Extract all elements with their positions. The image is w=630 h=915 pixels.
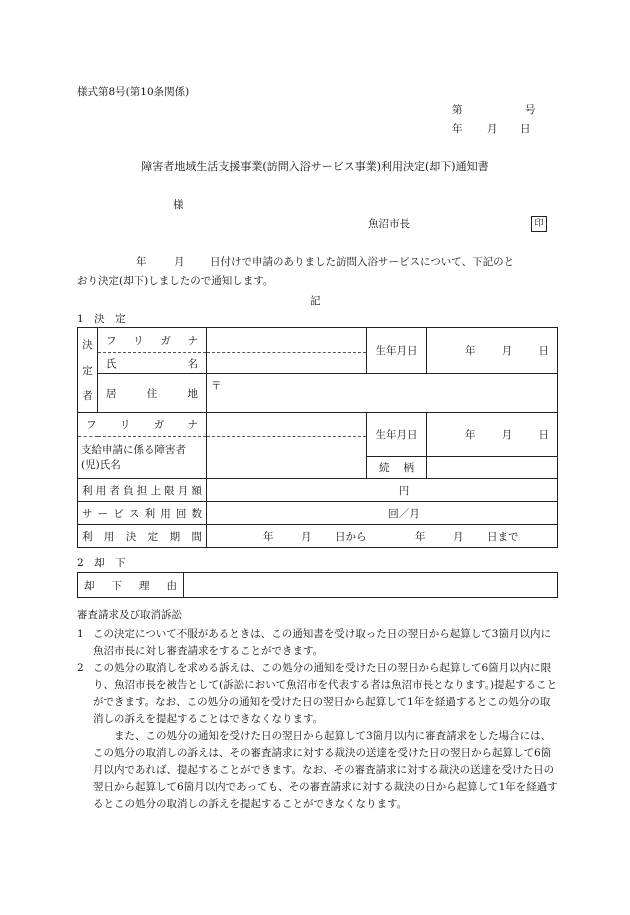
form-number: 様式第8号(第10条関係): [77, 86, 190, 98]
period-char: 期: [169, 530, 181, 543]
period-to-month: 月: [453, 531, 464, 543]
date-month: 月: [487, 123, 498, 135]
appeal-item-2: [77, 660, 559, 728]
burden-char: 者: [109, 484, 120, 497]
applicant-birth-value[interactable]: [427, 413, 558, 457]
period-from-month: 月: [301, 531, 312, 543]
intro-text-line1: 日付けで申請のありました訪問入浴サービスについて、下記のと: [210, 256, 515, 268]
burden-char: 利: [82, 484, 93, 497]
birth-day-unit: 日: [538, 429, 549, 441]
section1-heading: 1 決 定: [77, 313, 126, 325]
applicant-furigana-value[interactable]: [207, 413, 367, 437]
burden-char: 担: [136, 484, 148, 497]
furigana-char: ガ: [153, 419, 165, 431]
furigana-char: リ: [119, 419, 131, 431]
intro-month: 月: [174, 256, 185, 268]
usage-char: ビ: [113, 507, 124, 520]
decider-address-value[interactable]: [207, 374, 558, 413]
reason-value[interactable]: [184, 573, 558, 598]
appeal-item-number: 1: [77, 628, 84, 640]
furigana-char: リ: [133, 334, 144, 347]
section2-heading: 2 却 下: [77, 557, 126, 569]
appeal-item-3: [77, 728, 559, 813]
period-value[interactable]: [207, 525, 558, 548]
appeal-heading: 審査請求及び取消訴訟: [77, 609, 182, 621]
decider-char-2: 定: [82, 364, 93, 377]
period-char: 定: [147, 530, 159, 543]
ki-mark: 記: [310, 295, 321, 307]
document-title: 障害者地域生活支援事業(訪問入浴サービス事業)利用決定(却下)通知書: [141, 160, 489, 173]
burden-char: 用: [95, 484, 107, 497]
relation-char: 続: [379, 462, 390, 474]
furigana-char: ナ: [187, 419, 198, 431]
reason-char: 下: [111, 579, 122, 592]
applicant-birth-label: 生年月日: [367, 413, 427, 457]
reason-char: 由: [166, 579, 177, 592]
period-to-day: 日まで: [487, 531, 519, 543]
name-char: 名: [187, 357, 198, 370]
intro-text-line2: おり決定(却下)しましたので通知します。: [77, 275, 274, 287]
usage-char: 用: [160, 507, 171, 520]
intro-year: 年: [136, 256, 147, 268]
appeal-body: [77, 626, 559, 813]
burden-char: 負: [123, 484, 134, 497]
postal-mark: 〒: [211, 380, 222, 392]
burden-char: 額: [191, 484, 202, 497]
recipient-sama: 様: [173, 199, 184, 211]
rejection-table: [77, 572, 558, 598]
period-label-cell: [78, 525, 207, 548]
applicant-furigana-label-cell: [78, 413, 207, 437]
decider-birth-value[interactable]: [427, 328, 558, 374]
decider-label-cell: [78, 328, 98, 413]
period-char: 間: [191, 530, 202, 543]
birth-year-unit: 年: [465, 345, 476, 357]
decider-furigana-value[interactable]: [207, 328, 367, 353]
address-label-cell: [98, 374, 207, 413]
birth-day-unit: 日: [538, 345, 549, 357]
burden-unit: 円: [398, 484, 410, 497]
date-day: 日: [520, 123, 531, 135]
decider-name-value[interactable]: [207, 353, 367, 374]
period-from-day: 日から: [335, 531, 367, 543]
applicant-name-label: 支給申請に係る障害者(児)氏名: [78, 437, 207, 479]
address-char: 住: [146, 387, 158, 400]
address-char: 地: [187, 387, 198, 400]
usage-unit: 回／月: [388, 507, 420, 520]
appeal-item-text: この処分の取消しを求める訴えは、この処分の通知を受けた日の翌日から起算して6箇月以内に限り、魚沼市長を被告として(訴訟において魚沼市を代表する者は魚沼市長となります。)提起することができます。なお、この処分の通知を受けた日の翌日から起算して1年を経過するとこの処分の取消しの訴えを提起することはできなくなります。: [93, 662, 558, 725]
applicant-name-value[interactable]: [207, 437, 367, 479]
usage-char: ス: [128, 507, 140, 520]
usage-char: 回: [175, 507, 187, 520]
burden-char: 月: [177, 484, 189, 497]
birth-month-unit: 月: [501, 345, 513, 357]
decider-char-3: 者: [82, 390, 93, 402]
birth-year-unit: 年: [465, 429, 476, 441]
appeal-item-number: 2: [77, 662, 84, 674]
name-label-cell: [98, 353, 207, 374]
usage-char: ー: [97, 507, 109, 520]
usage-label-cell: [78, 502, 207, 525]
usage-char: 利: [144, 507, 156, 520]
reason-char: 理: [139, 579, 150, 592]
burden-char: 上: [150, 484, 161, 497]
appeal-item-1: [77, 626, 559, 660]
appeal-paragraph-3: また、この処分の通知を受けた日の翌日から起算して3箇月以内に審査請求をした場合には、この処分の取消しの訴えは、その審査請求に対する裁決の送達を受けた日の翌日から起算して6箇月以内であれば、提起することができます。なお、その審査請求に対する裁決の送達を受けた日の翌日から起算して6箇月以内であっても、その審査請求に対する裁決の日から起算して1年を経過するとこの処分の取消しの訴えを提起することができなくなります。: [93, 730, 558, 810]
decision-table: [77, 327, 558, 548]
period-char: 利: [82, 530, 93, 543]
reason-label-cell: [78, 573, 184, 598]
furigana-char: フ: [106, 334, 117, 347]
period-char: 用: [103, 530, 115, 543]
usage-char: 数: [191, 507, 202, 520]
relation-char: 柄: [403, 462, 414, 474]
appeal-item-text: この決定について不服があるときは、この通知書を受け取った日の翌日から起算して3箇月以内に魚沼市長に対し審査請求をすることができます。: [93, 628, 551, 657]
burden-label-cell: [78, 479, 207, 502]
name-char: 氏: [106, 357, 117, 370]
seal-mark: 印: [531, 216, 547, 232]
burden-value[interactable]: [207, 479, 558, 502]
usage-char: サ: [82, 507, 93, 520]
appeal-item-spacer: [77, 728, 93, 813]
furigana-char: ガ: [160, 334, 171, 347]
address-char: 居: [106, 387, 117, 400]
furigana-char: ナ: [187, 334, 198, 347]
usage-value[interactable]: [207, 502, 558, 525]
decider-char-1: 決: [82, 339, 93, 351]
issuer-name: 魚沼市長: [368, 218, 410, 230]
furigana-char: フ: [86, 419, 97, 431]
furigana-label-cell: [98, 328, 207, 353]
relation-value[interactable]: [427, 457, 558, 479]
decider-birth-label: 生年月日: [367, 328, 427, 374]
burden-char: 限: [164, 484, 175, 497]
birth-month-unit: 月: [501, 429, 513, 441]
reason-char: 却: [84, 579, 95, 592]
doc-no-go: 号: [525, 104, 536, 116]
date-year: 年: [452, 123, 463, 135]
doc-no-dai: 第: [452, 104, 463, 116]
period-to-year: 年: [415, 531, 426, 543]
period-from-year: 年: [263, 531, 274, 543]
relation-label-cell: [367, 457, 427, 479]
period-char: 決: [125, 530, 137, 543]
